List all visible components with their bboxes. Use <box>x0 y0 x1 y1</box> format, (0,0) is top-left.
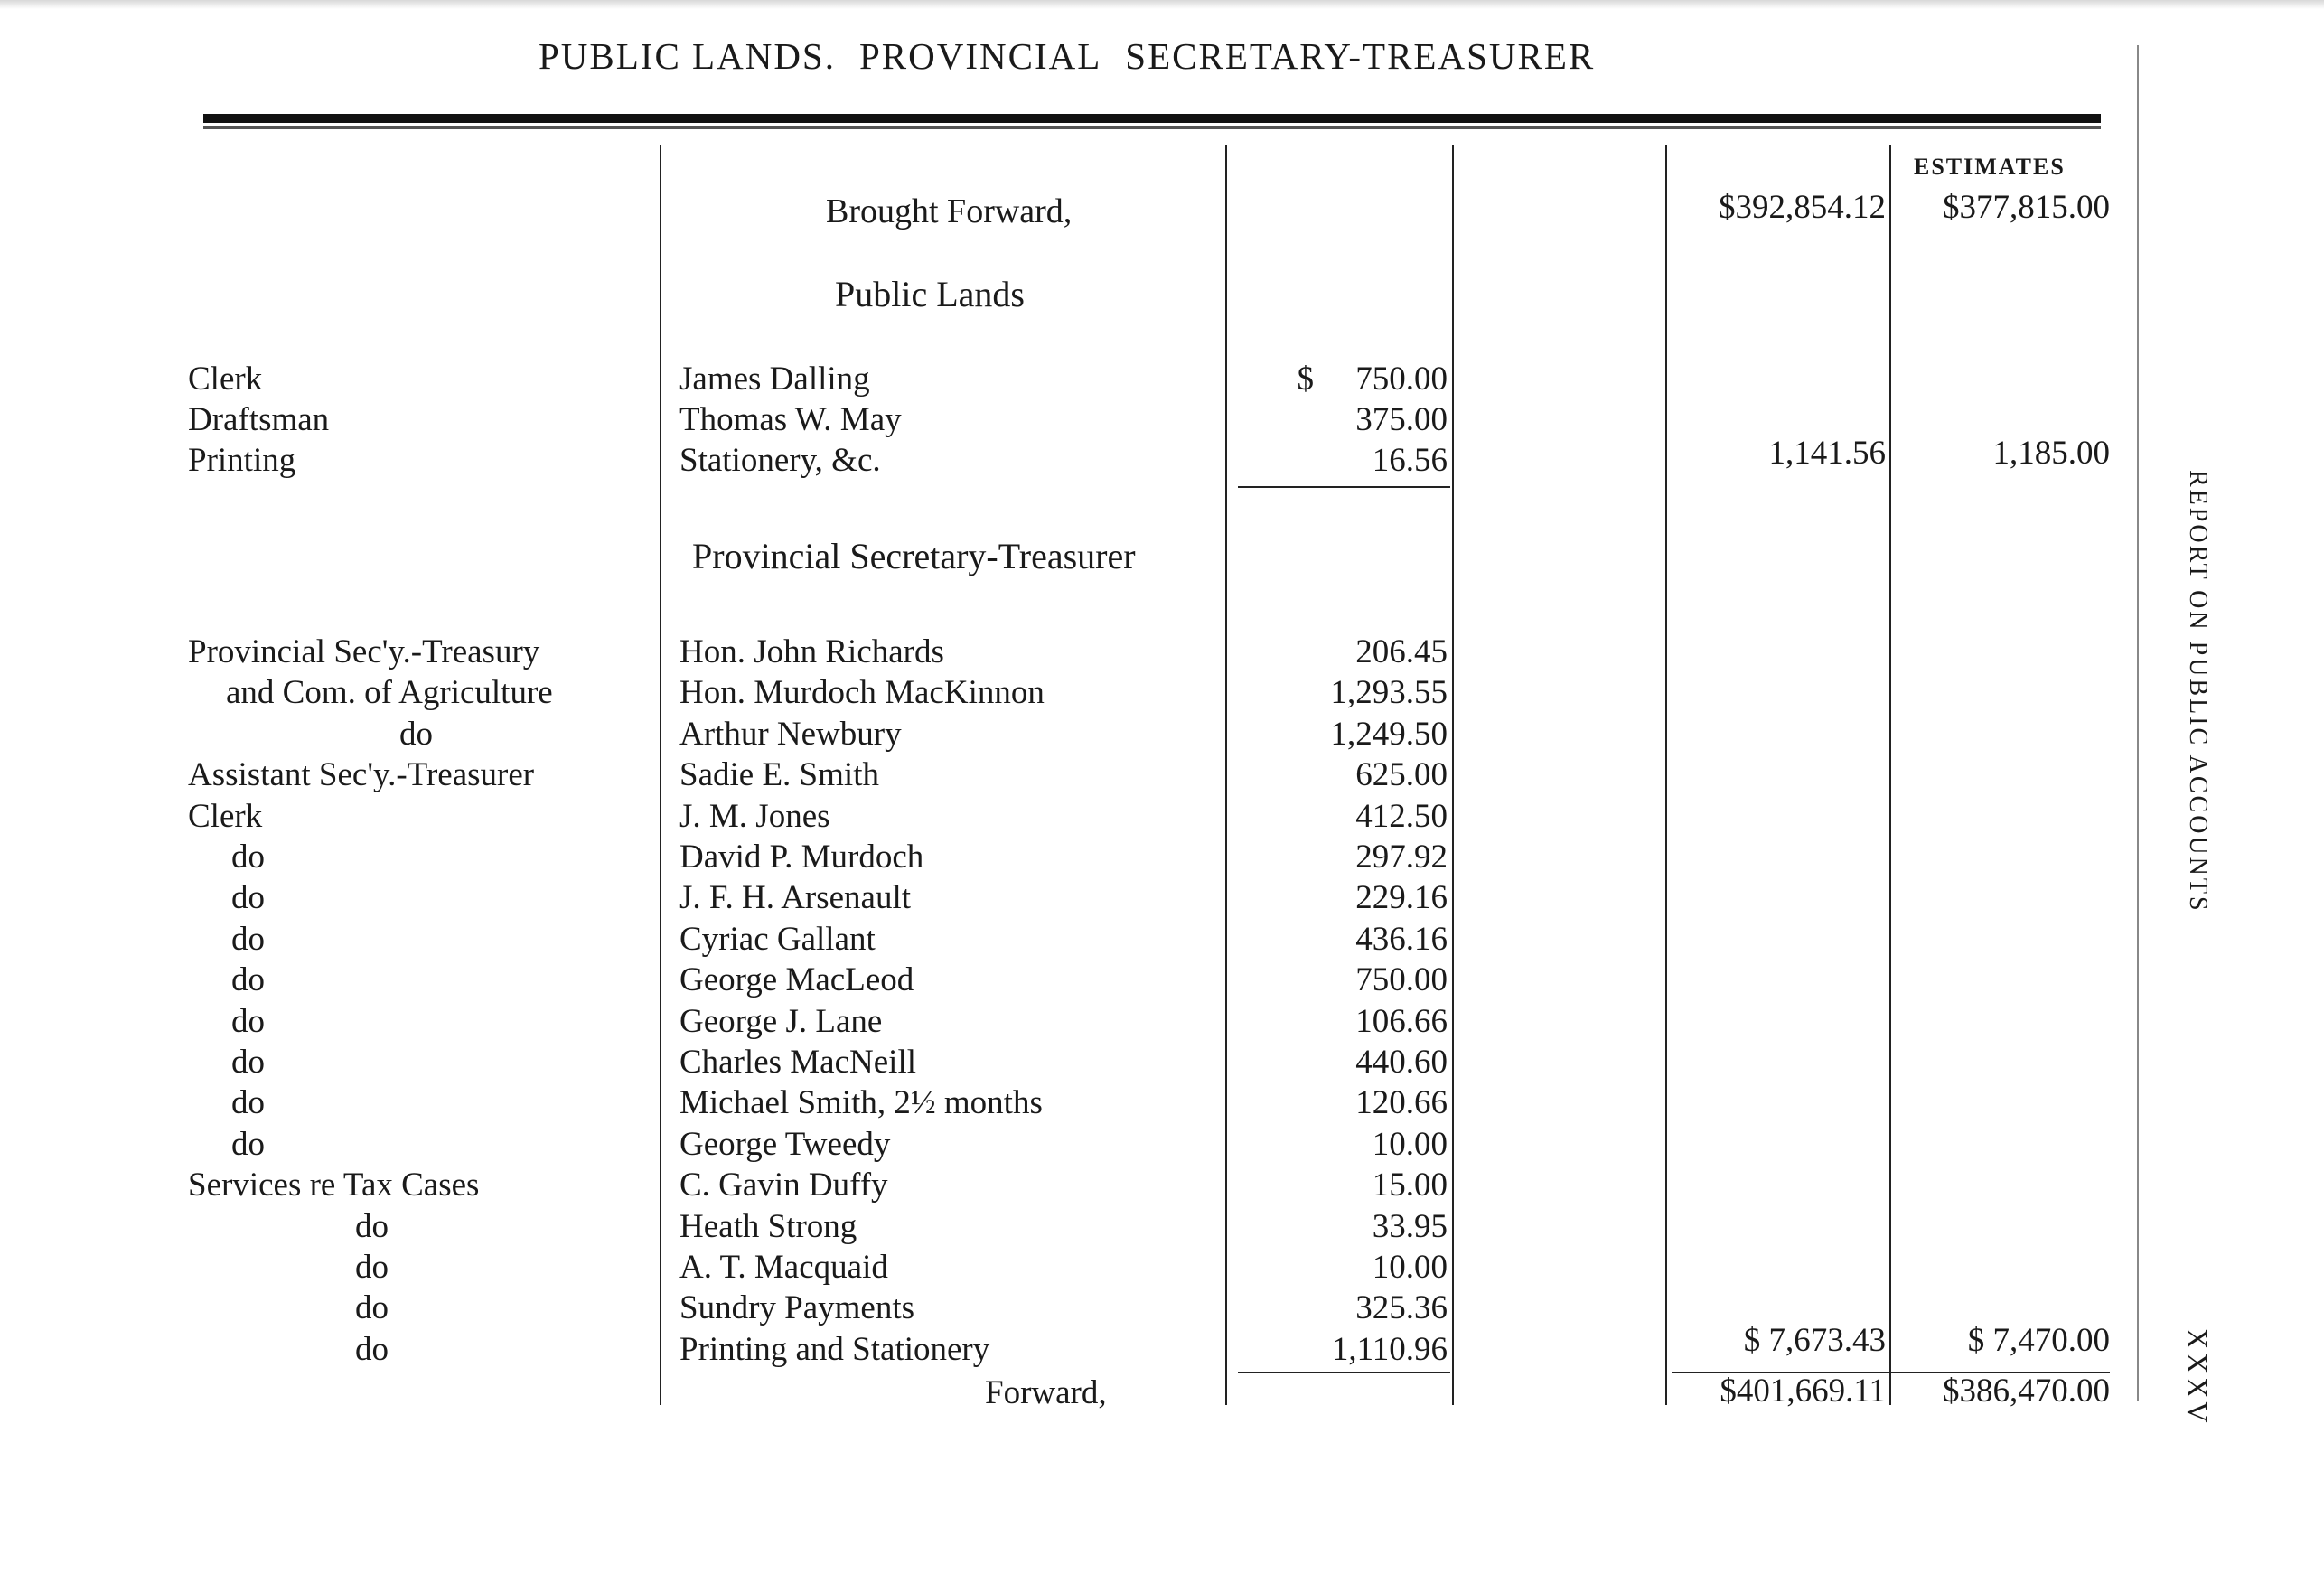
row-name: George MacLeod <box>679 961 914 999</box>
row-name: Hon. Murdoch MacKinnon <box>679 674 1045 712</box>
column-rule-names <box>660 145 661 1405</box>
brought-forward-total: $392,854.12 <box>1719 189 1886 226</box>
forward-estimate: $386,470.00 <box>1943 1373 2110 1410</box>
page-header <box>539 34 1595 78</box>
row-name: James Dalling <box>679 361 870 398</box>
row-amount: 10.00 <box>1372 1249 1448 1286</box>
public-lands-subtotal-rule <box>1238 486 1450 488</box>
row-amount: 15.00 <box>1372 1166 1448 1204</box>
secretary-treasurer-title: Provincial Secretary-Treasurer <box>692 536 1136 576</box>
row-name: Sadie E. Smith <box>679 756 879 794</box>
row-amount: 229.16 <box>1355 879 1448 917</box>
row-position: do <box>231 1044 265 1081</box>
row-amount: 1,293.55 <box>1330 674 1448 712</box>
row-amount: 325.36 <box>1355 1289 1448 1327</box>
column-rule-total-left <box>1665 145 1667 1405</box>
row-name: Hon. John Richards <box>679 633 944 670</box>
row-amount: 412.50 <box>1355 797 1448 835</box>
row-name: C. Gavin Duffy <box>679 1166 888 1204</box>
row-position: Clerk <box>188 361 263 398</box>
row-amount: 440.60 <box>1355 1044 1448 1081</box>
row-name: Thomas W. May <box>679 401 902 438</box>
row-name: J. M. Jones <box>679 797 830 835</box>
row-position: do <box>355 1207 389 1245</box>
row-amount: 625.00 <box>1355 756 1448 794</box>
brought-forward-label: Brought Forward, <box>826 192 1073 230</box>
row-name: David P. Murdoch <box>679 839 924 876</box>
header-public-lands: PUBLIC LANDS. <box>539 35 836 77</box>
row-position: do <box>231 839 265 876</box>
row-amount: 1,110.96 <box>1331 1330 1448 1368</box>
page-number: XXXV <box>2181 1328 2214 1427</box>
header-thick-rule <box>203 114 2101 123</box>
column-rule-total-right <box>1889 145 1891 1405</box>
row-name: Printing and Stationery <box>679 1330 990 1368</box>
column-rule-amount-right <box>1452 145 1454 1405</box>
row-position: Provincial Sec'y.-Treasury <box>188 633 540 670</box>
header-secretary-treasurer: SECRETARY-TREASURER <box>1125 35 1596 77</box>
row-position: and Com. of Agriculture <box>226 674 553 712</box>
row-name: George J. Lane <box>679 1002 883 1040</box>
row-name: Charles MacNeill <box>679 1044 916 1081</box>
row-amount: 297.92 <box>1355 839 1448 876</box>
header-thin-rule <box>203 126 2101 129</box>
row-position: Draftsman <box>188 401 330 438</box>
row-position: Services re Tax Cases <box>188 1166 480 1204</box>
row-position: do <box>355 1249 389 1286</box>
row-position: do <box>399 715 433 753</box>
public-lands-estimate: 1,185.00 <box>1992 435 2110 472</box>
estimates-label: ESTIMATES <box>1914 154 2066 180</box>
header-provincial: PROVINCIAL <box>858 35 1102 77</box>
row-position: do <box>231 961 265 999</box>
row-name: A. T. Macquaid <box>679 1249 888 1286</box>
column-rule-amount-left <box>1225 145 1227 1405</box>
row-name: Stationery, &c. <box>679 442 881 479</box>
row-position: do <box>231 879 265 917</box>
row-amount: $ 750.00 <box>1297 361 1448 398</box>
secretary-subtotal-rule <box>1238 1372 1450 1373</box>
row-name: Cyriac Gallant <box>679 920 876 958</box>
row-position: do <box>231 1125 265 1163</box>
secretary-treasurer-total: $ 7,673.43 <box>1743 1322 1886 1359</box>
brought-forward-estimate: $377,815.00 <box>1943 189 2110 226</box>
row-position: do <box>231 1002 265 1040</box>
row-name: J. F. H. Arsenault <box>679 879 912 917</box>
row-name: George Tweedy <box>679 1125 891 1163</box>
row-amount: 1,249.50 <box>1330 715 1448 753</box>
row-position: do <box>231 920 265 958</box>
row-position: do <box>355 1289 389 1327</box>
row-amount: 33.95 <box>1372 1207 1448 1245</box>
public-lands-total: 1,141.56 <box>1768 435 1886 472</box>
page-right-border <box>2137 45 2139 1401</box>
row-amount: 750.00 <box>1355 961 1448 999</box>
row-amount: 436.16 <box>1355 920 1448 958</box>
public-lands-title: Public Lands <box>835 274 1025 314</box>
forward-label: Forward, <box>985 1374 1107 1411</box>
row-amount: 375.00 <box>1355 401 1448 438</box>
row-amount: 120.66 <box>1355 1084 1448 1122</box>
row-amount: 16.56 <box>1372 442 1448 479</box>
side-running-title: REPORT ON PUBLIC ACCOUNTS <box>2184 470 2212 913</box>
row-amount: 206.45 <box>1355 633 1448 670</box>
row-position: do <box>231 1084 265 1122</box>
row-name: Heath Strong <box>679 1207 857 1245</box>
row-amount: 106.66 <box>1355 1002 1448 1040</box>
row-position: Assistant Sec'y.-Treasurer <box>188 756 535 794</box>
row-position: Clerk <box>188 797 263 835</box>
row-name: Sundry Payments <box>679 1289 915 1327</box>
row-position: do <box>355 1330 389 1368</box>
forward-total: $401,669.11 <box>1720 1373 1886 1410</box>
page-edge-shadow <box>0 0 2324 9</box>
secretary-treasurer-estimate: $ 7,470.00 <box>1967 1322 2110 1359</box>
row-amount: 10.00 <box>1372 1125 1448 1163</box>
row-name: Arthur Newbury <box>679 715 902 753</box>
row-position: Printing <box>188 442 296 479</box>
row-name: Michael Smith, 2½ months <box>679 1084 1043 1122</box>
